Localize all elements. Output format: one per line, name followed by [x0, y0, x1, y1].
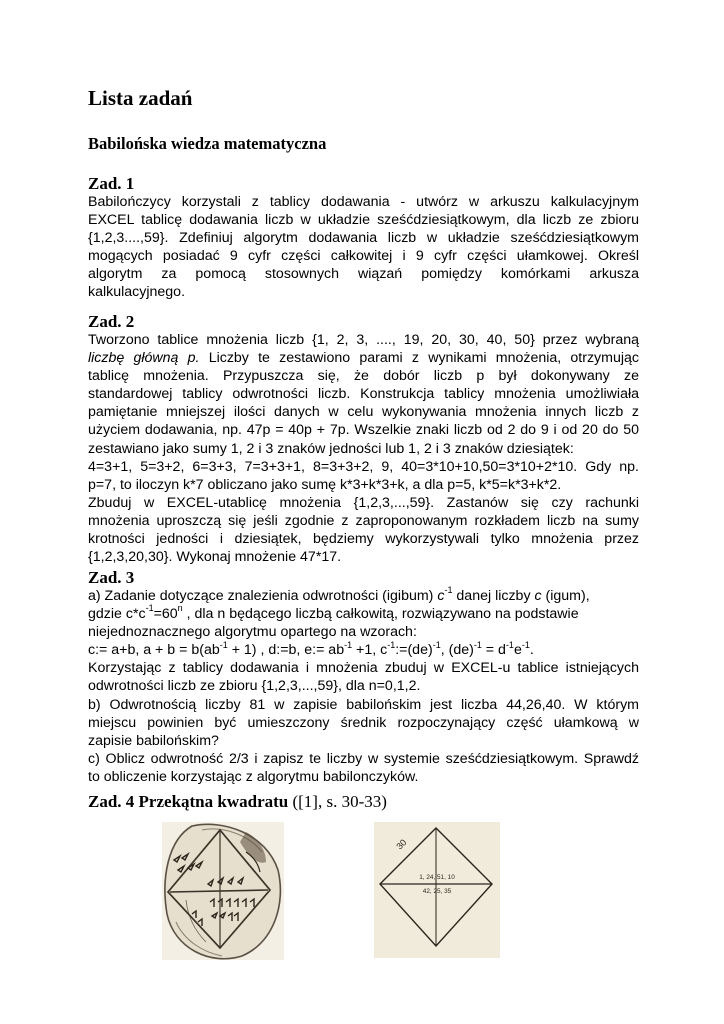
task-3-line: niejednoznacznego algorytmu opartego na wzorach:	[88, 624, 417, 641]
diagonal-value-top: 1, 24, 51, 10	[419, 874, 455, 881]
task-1-line: Babilończycy korzystali z tablicy dodawania - utwórz w arkuszu kalkulacyjnym	[88, 194, 639, 210]
task-2-body	[88, 331, 639, 566]
task-3-heading: Zad. 3	[88, 568, 135, 587]
diagonal-value-bottom: 42, 25, 35	[422, 888, 452, 895]
task-3-formula: c:= a+b, $a + b = b(ab^{-1} + 1)$ , d:=b, e:= $ab^{-1} +1$, $c^{-1}:=(de)^{-1}$, $(de)^{-1} = d^{-1}e^{-1}$.	[88, 639, 534, 659]
side-label: 30	[394, 837, 409, 852]
clay-tablet-image	[162, 822, 284, 960]
task-1-line: kalkulacyjnego.	[88, 284, 186, 301]
task-3-line: gdzie $c*c^{-1}=60^n$ , dla n będącego liczbą całkowitą, rozwiązywano na podstawie	[88, 603, 579, 623]
task-2-heading: Zad. 2	[88, 312, 135, 331]
task-2-line: liczbę główną p. Liczby te zestawiono parami z wynikami mnożenia, otrzymując	[88, 350, 639, 367]
task-3-line: Korzystając z tablicy dodawania i mnożenia zbuduj w EXCEL-u tablice istniejących	[88, 660, 639, 677]
task-2-line: użyciem dodawania, np. 47p = 40p + 7p. Wszelkie znaki liczb od 2 do 9 i od 20 do 50	[88, 422, 639, 439]
task-1-heading: Zad. 1	[88, 174, 135, 193]
task-2-line: mnożenia uproszczą się jeśli zgodnie z zaproponowanym rozkładem liczb na sumy	[88, 512, 639, 529]
task-3-line: to obliczenie korzystając z algorytmu babilonczyków.	[88, 768, 419, 785]
task-4-heading: Zad. 4 Przekątna kwadratu ([1], s. 30-33)	[88, 792, 387, 811]
task-2-line: Tworzono tablice mnożenia liczb {1, 2, 3, ...., 19, 20, 30, 40, 50} przez wybraną	[88, 332, 639, 348]
task-3-line: c) Oblicz odwrotność 2/3 i zapisz te liczby w systemie sześćdziesiątkowym. Sprawdź	[88, 750, 639, 767]
task-3-body	[88, 587, 639, 786]
task-3-line: miejscu powinien być umieszczony średnik rozpoczynający część ułamkową w	[88, 714, 639, 731]
task-3-line: b) Odwrotnością liczby 81 w zapisie babilońskim jest liczba 44,26,40. W którym	[88, 696, 639, 713]
task-2-line: Zbuduj w EXCEL-utablicę mnożenia {1,2,3,...,59}. Zastanów się czy rachunki	[88, 494, 639, 511]
task-2-line: zestawiano jako sumy 1, 2 i 3 znaków jedności lub 1, 2 i 3 znaków dziesiątek:	[88, 440, 574, 457]
section-subtitle: Babilońska wiedza matematyczna	[88, 134, 327, 153]
task-2-line: pamiętanie mniejszej ilości danych w celu wykonywania mnożenia innych liczb z	[88, 404, 639, 421]
square-diagonal-diagram	[374, 822, 500, 958]
task-2-line: krotności jedności i dziesiątek, będziemy wykorzystywali tylko mnożenia przez	[88, 531, 639, 548]
task-3-line: a) Zadanie dotyczące znalezienia odwrotności (igibum) $c^{-1}$ danej liczby c (igum),	[88, 585, 590, 604]
task-3-line: zapisie babilońskim?	[88, 732, 219, 749]
task-2-line: tablicę mnożenia. Przypuszcza się, że dobór liczb p był dokonywany ze	[88, 368, 639, 385]
task-1-line: mogących posiadać 9 cyfr części całkowitej i 9 cyfr części ułamkowej. Określ	[88, 248, 639, 265]
task-1-body	[88, 193, 639, 302]
task-1-line: algorytm za pomocą stosownych wiązań pomiędzy komórkami arkusza	[88, 266, 639, 283]
task-1-line: EXCEL tablicę dodawania liczb w układzie sześćdziesiątkowym, dla liczb ze zbioru	[88, 212, 639, 229]
task-2-line: standardowej tablicy odwrotności liczb. Konstrukcja tablicy mnożenia umożliwiała	[88, 386, 639, 403]
page-title: Lista zadań	[88, 86, 193, 110]
task-2-line: 4=3+1, 5=3+2, 6=3+3, 7=3+3+1, 8=3+3+2, 9, 40=3*10+10,50=3*10+2*10. Gdy np.	[88, 458, 639, 475]
task-3-line: odwrotności liczb ze zbioru {1,2,3,...,59}, dla n=0,1,2.	[88, 678, 421, 695]
main-number-term: liczbę główną p.	[88, 350, 200, 367]
task-4-source: ([1], s. 30-33)	[288, 792, 387, 811]
task-2-line: p=7, to iloczyn k*7 obliczano jako sumę k*3+k*3+k, a dla p=5, k*5=k*3+k*2.	[88, 476, 562, 493]
task-1-line: {1,2,3....,59}. Zdefiniuj algorytm dodawania liczb w układzie sześćdziesiątkowym	[88, 230, 639, 247]
task-2-line: {1,2,3,20,30}. Wykonaj mnożenie 47*17.	[88, 549, 342, 566]
